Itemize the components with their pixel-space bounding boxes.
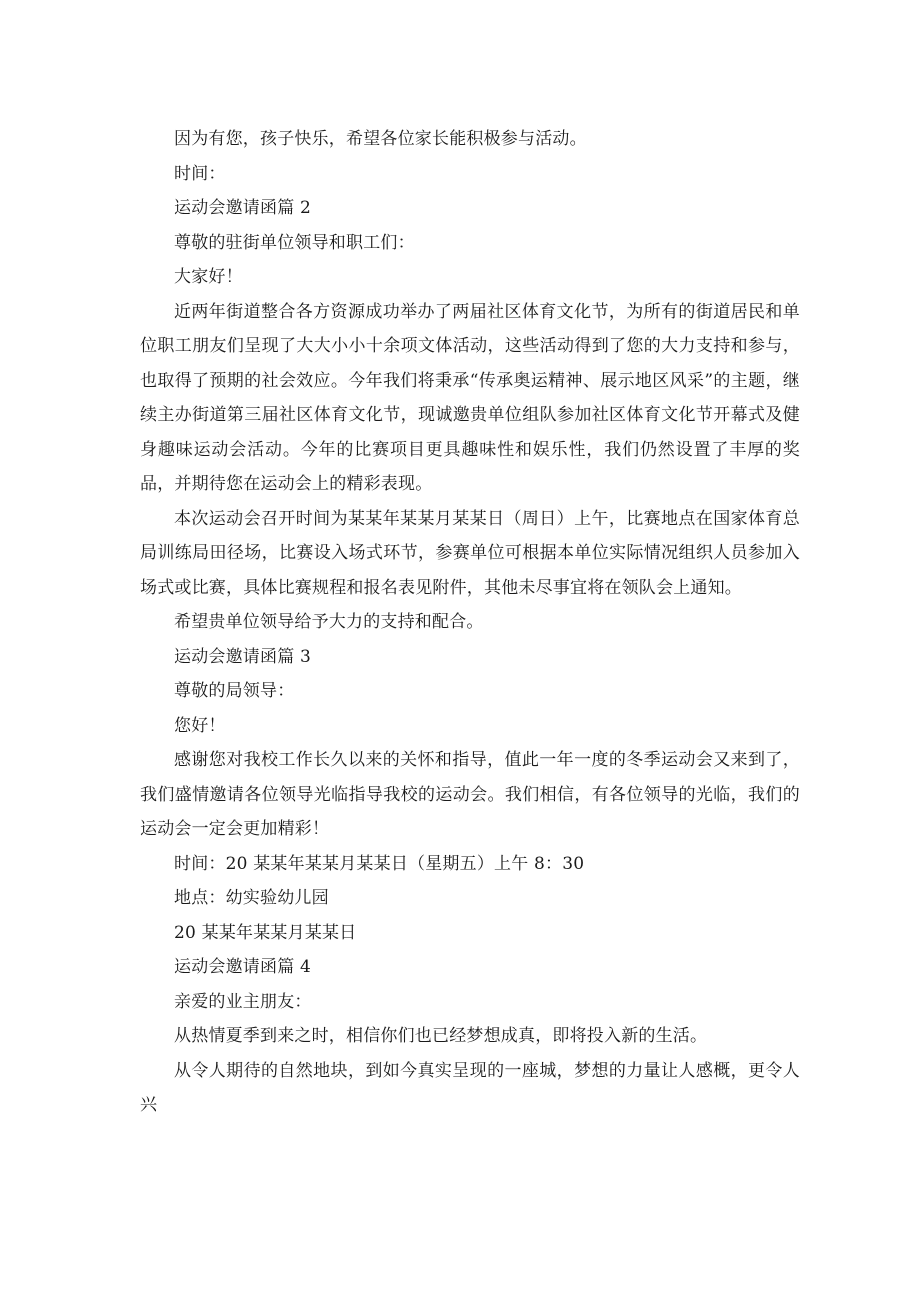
paragraph-body-4a: 从热情夏季到来之时，相信你们也已经梦想成真，即将投入新的生活。 (174, 1026, 708, 1046)
paragraph-date-3: 20 某某年某某月某某日 (174, 922, 357, 943)
section-heading-4: 运动会邀请函篇 4 (174, 957, 312, 977)
salutation-3: 尊敬的局领导： (174, 681, 295, 701)
greeting-2: 大家好！ (174, 267, 243, 287)
paragraph-time-label: 时间： (174, 163, 226, 184)
paragraph-body-4b: 从令人期待的自然地块，到如今真实呈现的一座城，梦想的力量让人感概，更令人兴 (140, 1060, 800, 1115)
salutation-4: 亲爱的业主朋友： (174, 991, 312, 1012)
paragraph-body-2b: 本次运动会召开时间为某某年某某月某某日（周日）上午，比赛地点在国家体育总局训练局田径场，比赛设入场式环节，参赛单位可根据本单位实际情况组织人员参加入场式或比赛，具体比赛规程和报名表见附件，其他未尽事宜将在领队会上通知。 (140, 508, 800, 598)
section-heading-2: 运动会邀请函篇 2 (174, 198, 312, 218)
paragraph-time-3: 时间：20 某某年某某月某某日（星期五）上午 8：30 (174, 853, 585, 874)
paragraph-closing-line: 因为有您，孩子快乐，希望各位家长能积极参与活动。 (174, 129, 587, 149)
salutation-2: 尊敬的驻街单位领导和职工们： (174, 232, 415, 253)
paragraph-body-2a: 近两年街道整合各方资源成功举办了两届社区体育文化节，为所有的街道居民和单位职工朋友们呈现了大大小小十余项文体活动，这些活动得到了您的大力支持和参与，也取得了预期的社会效应。今年我们将秉承“传承奥运精神、展示地区风采”的主题，继续主办街道第三届社区体育文化节，现诚邀贵单位组队参加社区体育文化节开幕式及健身趣味运动会活动。今年的比赛项目更具趣味性和娱乐性，我们仍然设置了丰厚的奖品，并期待您在运动会上的精彩表现。 (140, 301, 800, 494)
paragraph-body-2c: 希望贵单位领导给予大力的支持和配合。 (174, 612, 484, 632)
paragraph-body-3: 感谢您对我校工作长久以来的关怀和指导，值此一年一度的冬季运动会又来到了，我们盛情邀请各位领导光临指导我校的运动会。我们相信，有各位领导的光临，我们的运动会一定会更加精彩！ (140, 750, 800, 839)
section-heading-3: 运动会邀请函篇 3 (174, 646, 312, 667)
document-body (140, 122, 800, 1123)
paragraph-location-3: 地点：幼实验幼儿园 (174, 888, 329, 908)
greeting-3: 您好！ (174, 715, 226, 736)
